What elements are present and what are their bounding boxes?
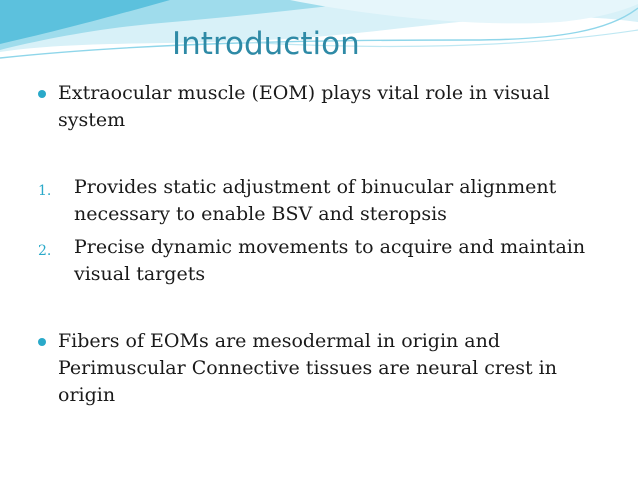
bullet-item-fiber-origin: Fibers of EOMs are mesodermal in origin and Perimuscular Connective tissues are neural crest in origin — [58, 330, 557, 406]
bullet-marker — [38, 90, 46, 98]
numbered-item-static-adjustment: Provides static adjustment of binucular alignment necessary to enable BSV and steropsis — [74, 176, 557, 225]
numbered-marker: 2. — [38, 243, 52, 259]
numbered-marker: 1. — [38, 183, 52, 199]
bullet-item-eom-role: Extraocular muscle (EOM) plays vital role in visual system — [58, 82, 550, 131]
bullet-marker — [38, 338, 46, 346]
numbered-item-dynamic-movements: Precise dynamic movements to acquire and maintain visual targets — [74, 236, 586, 285]
slide-title: Introduction — [172, 26, 360, 62]
